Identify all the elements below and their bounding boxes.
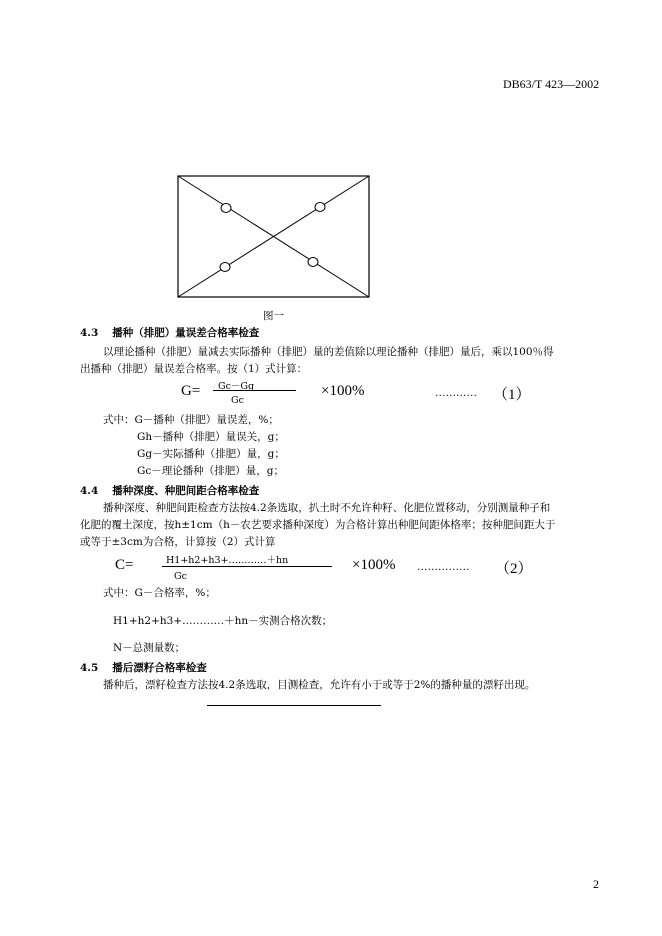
equation-number: （1） bbox=[493, 387, 531, 403]
equation-number: （2） bbox=[495, 561, 533, 577]
section-title: 播种（排肥）量误差合格率检查 bbox=[112, 327, 260, 339]
paragraph-line: 出播种（排肥）量误差合格率。按（1）式计算： bbox=[80, 363, 308, 375]
marker-circle-2 bbox=[315, 203, 325, 212]
definition-line: 式中：G－播种（排肥）量误差，%； bbox=[103, 414, 279, 426]
definition-line: H1+h2+h3+…………＋hn－实测合格次数； bbox=[113, 615, 333, 627]
marker-circle-4 bbox=[308, 258, 318, 267]
paragraph-line: 化肥的覆土深度，按h±1cm（h－农艺要求播种深度）为合格计算出种肥间距体格率；按种肥间距大于 bbox=[80, 519, 556, 531]
document-id: DB63/T 423—2002 bbox=[503, 77, 600, 91]
formula-leader-dots: ………… bbox=[435, 387, 477, 399]
page-number: 2 bbox=[593, 877, 599, 891]
formula-lhs: C= bbox=[115, 557, 134, 573]
end-of-text-rule bbox=[207, 705, 381, 706]
section-title: 播种深度、种肥间距合格率检查 bbox=[112, 485, 260, 497]
definition-line: N－总测量数； bbox=[113, 642, 186, 654]
marker-circle-1 bbox=[221, 204, 231, 213]
formula-denominator: Gc bbox=[174, 571, 187, 582]
formula-multiplier: ×100% bbox=[321, 383, 365, 399]
definition-line: 式中：G－合格率，%； bbox=[103, 587, 216, 599]
paragraph-line: 播种深度、种肥间距检查方法按4.2条选取，扒土时不允许种籽、化肥位置移动，分别测量种子和 bbox=[103, 502, 551, 514]
section-title: 播后漂籽合格率检查 bbox=[112, 662, 207, 674]
paragraph-line: 或等于±3cm为合格，计算按（2）式计算 bbox=[80, 536, 276, 548]
paragraph-line: 播种后，漂籽检查方法按4.2条选取，目测检查，允许有小于或等于2%的播种量的漂籽出现。 bbox=[103, 679, 536, 691]
marker-circle-3 bbox=[220, 263, 230, 272]
formula-multiplier: ×100% bbox=[352, 557, 396, 573]
fraction-bar bbox=[162, 566, 332, 567]
definition-line: Gc－理论播种（排肥）量，g； bbox=[137, 465, 284, 477]
section-4-5-heading bbox=[80, 660, 207, 675]
definition-line: Gg－实际播种（排肥）量，g； bbox=[137, 448, 285, 460]
section-number: 4.3 bbox=[80, 327, 99, 339]
section-number: 4.4 bbox=[80, 485, 99, 497]
section-4-4-heading bbox=[80, 483, 259, 498]
section-number: 4.5 bbox=[80, 662, 99, 674]
formula-leader-dots: …………… bbox=[417, 561, 470, 573]
paragraph-line: 以理论播种（排肥）量减去实际播种（排肥）量的差值除以理论播种（排肥）量后，乘以100％得 bbox=[103, 346, 554, 358]
formula-denominator: Gc bbox=[231, 395, 244, 406]
definition-line: Gh－播种（排肥）量误关，g； bbox=[137, 431, 285, 443]
formula-lhs: G= bbox=[181, 383, 201, 399]
formula-numerator: Gc－Gg bbox=[218, 381, 255, 392]
section-4-3-heading bbox=[80, 325, 259, 340]
formula-numerator: H1+h2+h3+…………＋hn bbox=[166, 555, 289, 566]
figure-diagram bbox=[177, 175, 371, 299]
fraction-bar bbox=[213, 390, 296, 391]
figure-caption: 图一 bbox=[263, 310, 284, 322]
